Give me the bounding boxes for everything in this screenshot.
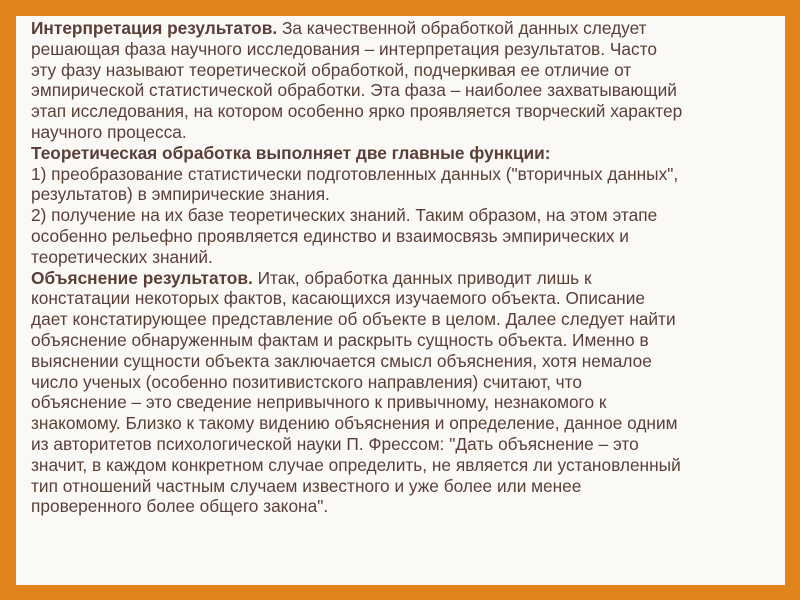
line-text: эмпирической статистической обработки. Эта фаза – наиболее захватывающий [31,80,677,101]
line-text: 2) получение на их базе теоретических знаний. Таким образом, на этом этапе [31,205,658,226]
text-line [31,247,781,268]
text-line [31,330,781,351]
line-text: проверенного более общего закона". [31,496,329,517]
line-text: результатов) в эмпирические знания. [31,184,330,205]
text-line [31,205,781,226]
line-text: дает констатирующее представление об объекте в целом. Далее следует найти [31,309,676,330]
line-text: констатации некоторых фактов, касающихся изучаемого объекта. Описание [31,288,645,309]
text-line [31,60,781,81]
line-text: особенно рельефно проявляется единство и взаимосвязь эмпирических и [31,225,629,246]
line-text: из авторитетов психологической науки П. Фрессом: "Дать объяснение – это [31,433,639,454]
line-text: выяснении сущности объекта заключается смысл объяснения, хотя немалое [31,350,652,371]
line-text: знакомому. Близко к такому видению объяснения и определение, данное одним [31,413,678,434]
text-line [31,268,781,289]
text-line [31,309,781,330]
text-line [31,18,781,39]
text-line [31,392,781,413]
line-text: объяснение обнаруженным фактам и раскрыть сущность объекта. Именно в [31,329,649,350]
text-line [31,351,781,372]
text-line [31,455,781,476]
text-line [31,496,781,517]
text-line [31,413,781,434]
text-line [31,39,781,60]
line-text: объяснение – это сведение непривычного к привычному, незнакомого к [31,392,607,413]
line-text: Итак, обработка данных приводит лишь к [252,267,592,288]
text-line [31,184,781,205]
bold-heading: Объяснение результатов. [31,267,253,288]
text-line [31,434,781,455]
line-text: научного процесса. [31,121,187,142]
bold-heading: Интерпретация результатов. [31,18,278,38]
text-line [31,101,781,122]
line-text: теоретических знаний. [31,246,213,267]
line-text: решающая фаза научного исследования – интерпретация результатов. Часто [31,38,657,59]
text-line [31,143,781,164]
text-line [31,372,781,393]
line-text: число ученых (особенно позитивистского направления) считают, что [31,371,583,392]
line-text: значит, в каждом конкретном случае определить, не является ли установленный [31,454,681,475]
text-line [31,226,781,247]
slide [16,16,785,585]
bold-heading: Теоретическая обработка выполняет две главные функции: [31,142,551,163]
line-text: тип отношений частным случаем известного и уже более или менее [31,475,582,496]
slide-body-text [31,18,781,517]
line-text: За качественной обработкой данных следует [277,18,647,38]
line-text: эту фазу называют теоретической обработкой, подчеркивая ее отличие от [31,59,632,80]
line-text: этап исследования, на котором особенно ярко проявляется творческий характер [31,101,683,122]
text-line [31,122,781,143]
text-line [31,288,781,309]
text-line [31,80,781,101]
text-line [31,476,781,497]
text-line [31,164,781,185]
line-text: 1) преобразование статистически подготовленных данных ("вторичных данных", [31,163,679,184]
